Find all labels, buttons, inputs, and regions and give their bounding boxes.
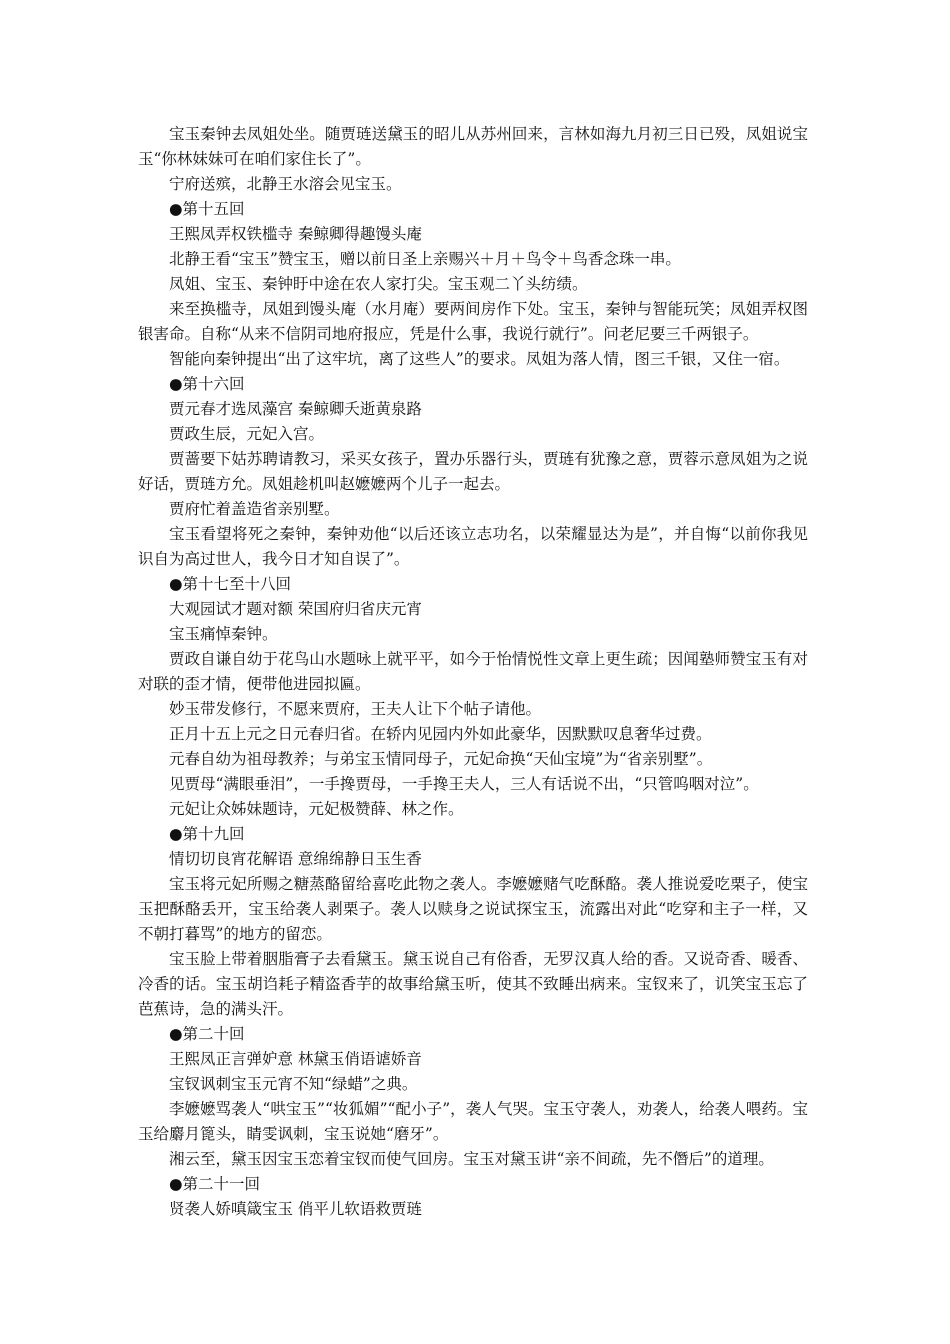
chapter-heading: ●第二十一回 <box>169 1175 261 1193</box>
chapter-title: 贾元春才选凤藻宫 秦鲸卿夭逝黄泉路 <box>169 400 422 418</box>
paragraph: 贾政自谦自幼于花鸟山水题咏上就平平，如今于怡情悦性文章上更生疏；因闻塾师赞宝玉有对对联的歪才情，便带他进园拟匾。 <box>138 650 808 693</box>
paragraph: 宝玉看望将死之秦钟，秦钟劝他“以后还该立志功名，以荣耀显达为是”，并自悔“以前你我见识自为高过世人，我今日才知自误了”。 <box>138 525 808 568</box>
paragraph: 北静王看“宝玉”赞宝玉，赠以前日圣上亲赐兴＋月＋鸟令＋鸟香念珠一串。 <box>169 250 681 268</box>
paragraph: 李嬷嬷骂袭人“哄宝玉”“妆狐媚”“配小子”，袭人气哭。宝玉守袭人，劝袭人，给袭人喂药。宝玉给麝月篦头，睛雯讽刺，宝玉说她“磨牙”。 <box>138 1100 808 1143</box>
chapter-heading: ●第十七至十八回 <box>169 575 292 593</box>
document-body <box>138 122 808 1222</box>
paragraph: 正月十五上元之日元春归省。在轿内见园内外如此豪华，因默默叹息奢华过费。 <box>169 725 712 743</box>
paragraph: 元妃让众姊妹题诗，元妃极赞薛、林之作。 <box>169 800 464 818</box>
chapter-heading: ●第十九回 <box>169 825 245 843</box>
paragraph: 贾政生辰，元妃入宫。 <box>169 425 325 443</box>
paragraph: 妙玉带发修行，不愿来贾府，王夫人让下个帖子请他。 <box>169 700 542 718</box>
paragraph: 湘云至，黛玉因宝玉恋着宝钗而使气回房。宝玉对黛玉讲“亲不间疏，先不僭后”的道理。 <box>169 1150 774 1168</box>
chapter-heading: ●第十五回 <box>169 200 245 218</box>
paragraph: 宝玉痛悼秦钟。 <box>169 625 278 643</box>
paragraph: 贾府忙着盖造省亲别墅。 <box>169 500 340 518</box>
chapter-title: 王熙凤弄权铁槛寺 秦鲸卿得趣馒头庵 <box>169 225 422 243</box>
chapter-title: 王熙凤正言弹妒意 林黛玉俏语谑娇音 <box>169 1050 422 1068</box>
paragraph: 宝玉秦钟去凤姐处坐。随贾琏送黛玉的昭儿从苏州回来，言林如海九月初三日已殁，凤姐说宝玉“你林妹妹可在咱们家住长了”。 <box>138 125 808 168</box>
paragraph: 宝玉脸上带着胭脂膏子去看黛玉。黛玉说自己有俗香，无罗汉真人给的香。又说奇香、暖香、冷香的话。宝玉胡诌耗子精盗香芋的故事给黛玉听，使其不致睡出病来。宝钗来了，讥笑宝玉忘了芭蕉诗，急的满头汗。 <box>138 950 808 1018</box>
paragraph: 来至换槛寺，凤姐到馒头庵（水月庵）要两间房作下处。宝玉，秦钟与智能玩笑；凤姐弄权图银害命。自称“从来不信阴司地府报应，凭是什么事，我说行就行”。问老尼要三千两银子。 <box>138 300 808 343</box>
paragraph: 宝钗讽刺宝玉元宵不知“绿蜡”之典。 <box>169 1075 418 1093</box>
chapter-title: 贤袭人娇嗔箴宝玉 俏平儿软语救贾琏 <box>169 1200 422 1218</box>
paragraph: 凤姐、宝玉、秦钟盱中途在农人家打尖。宝玉观二丫头纺绩。 <box>169 275 588 293</box>
paragraph: 智能向秦钟提出“出了这牢坑，离了这些人”的要求。凤姐为落人情，图三千银，又住一宿。 <box>169 350 790 368</box>
chapter-title: 情切切良宵花解语 意绵绵静日玉生香 <box>169 850 422 868</box>
chapter-heading: ●第十六回 <box>169 375 245 393</box>
paragraph: 宝玉将元妃所赐之糖蒸酪留给喜吃此物之袭人。李嬷嬷赌气吃酥酪。袭人推说爱吃栗子，使宝玉把酥酪丢开，宝玉给袭人剥栗子。袭人以赎身之说试探宝玉，流露出对此“吃穿和主子一样，又不朝打暮骂”的地方的留恋。 <box>138 875 808 943</box>
chapter-heading: ●第二十回 <box>169 1025 245 1043</box>
paragraph: 元春自幼为祖母教养；与弟宝玉情同母子，元妃命换“天仙宝境”为“省亲别墅”。 <box>169 750 713 768</box>
paragraph: 见贾母“满眼垂泪”，一手搀贾母，一手搀王夫人，三人有话说不出，“只管呜咽对泣”。 <box>169 775 759 793</box>
paragraph: 贾蔷要下姑苏聘请教习，采买女孩子，置办乐器行头，贾琏有犹豫之意，贾蓉示意凤姐为之说好话，贾琏方允。凤姐趁机叫赵嬷嬷两个儿子一起去。 <box>138 450 808 493</box>
chapter-title: 大观园试才题对额 荣国府归省庆元宵 <box>169 600 422 618</box>
paragraph: 宁府送殡，北静王水溶会见宝玉。 <box>169 175 402 193</box>
